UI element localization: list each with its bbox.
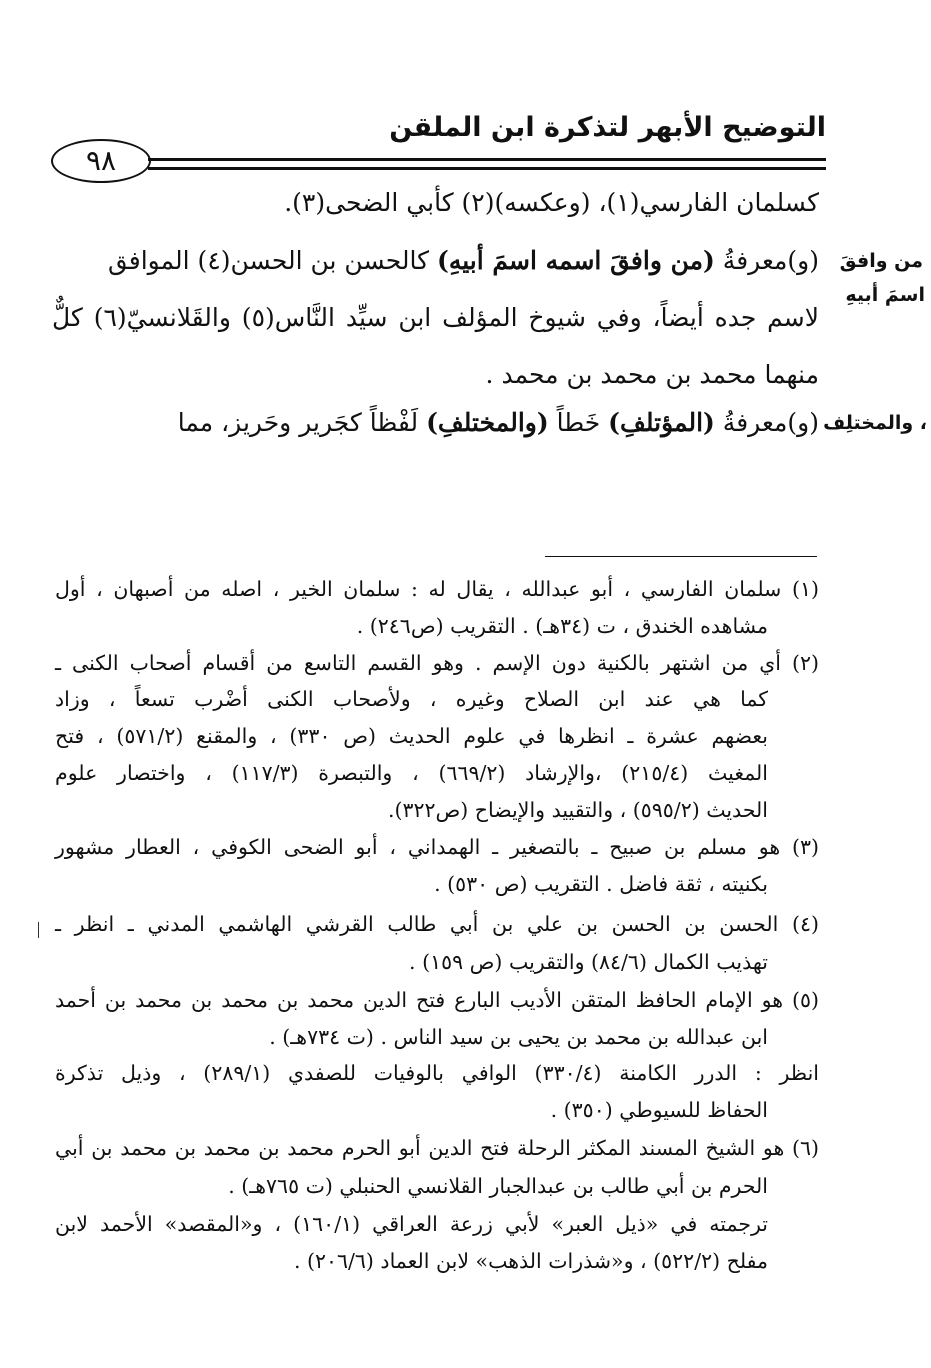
footnote-line: (٤) الحسن بن الحسن بن علي بن أبي طالب القرشي الهاشمي المدني ـ انظر ـ <box>55 912 819 936</box>
footnote-separator <box>545 556 817 557</box>
footnote-line: الحفاظ للسيوطي (٣٥٠) . <box>550 1098 768 1122</box>
body-line-2-bold: (من وافقَ اسمه اسمَ أبيهِ) <box>437 246 715 275</box>
header-rule-top <box>148 158 826 161</box>
footnote-line: مفلح (٥٢٢/٢) ، و«شذرات الذهب» لابن العماد (٢٠٦/٦) . <box>293 1249 768 1273</box>
page-number-badge: ٩٨ <box>51 139 151 183</box>
running-header-title: التوضيح الأبهر لتذكرة ابن الملقن <box>389 112 826 143</box>
footnote-line: المغيث (٢١٥/٤) ،والإرشاد (٦٦٩/٢) ، والتبصرة (١١٧/٣) ، واختصار علوم <box>55 761 769 785</box>
body-line-5-bold-2: (والمختلفِ) <box>426 408 549 437</box>
footnote-line: الحديث (٥٩٥/٢) ، والتقييد والإيضاح (ص٣٢٢). <box>387 798 768 822</box>
footnote-line: الحرم بن أبي طالب بن عبدالجبار القلانسي الحنبلي (ت ٧٦٥هـ) . <box>228 1174 768 1198</box>
body-line-3: لاسم جده أيضاً، وفي شيوخ المؤلف ابن سيِّد النَّاس(٥) والقَلانسيّ(٦) كلٌّ <box>52 303 819 332</box>
body-line-2 <box>108 246 819 275</box>
footnote-line: تهذيب الكمال (٨٤/٦) والتقريب (ص ١٥٩) . <box>409 950 768 974</box>
footnote-line: بعضهم عشرة ـ انظرها في علوم الحديث (ص ٣٣٠) ، والمقنع (٥٧١/٢) ، فتح <box>55 724 768 748</box>
header-rule-bottom <box>148 167 826 170</box>
body-line-5 <box>178 408 819 437</box>
footnote-line: (٥) هو الإمام الحافظ المتقن الأديب البارع فتح الدين محمد بن محمد بن محمد بن أحمد <box>55 988 819 1012</box>
margin-note-2: اسمَ أبيهِ <box>845 284 925 306</box>
body-line-5-bold-1: (المؤتلفِ) <box>608 408 715 437</box>
footnote-line: مشاهده الخندق ، ت (٣٤هـ) . التقريب (ص٢٤٦) . <box>356 614 768 638</box>
body-line-4: منهما محمد بن محمد بن محمد . <box>485 360 819 389</box>
body-line-2-part-a: (و)معرفةُ <box>714 246 819 275</box>
footnote-line: (١) سلمان الفارسي ، أبو عبدالله ، يقال له : سلمان الخير ، اصله من أصبهان ، أول <box>55 577 819 601</box>
body-line-5-part-e: لَفْظاً كجَرير وحَريز، مما <box>177 408 427 437</box>
footnote-line: ترجمته في «ذيل العبر» لأبي زرعة العراقي (١٦٠/١) ، و«المقصد» الأحمد لابن <box>55 1212 769 1236</box>
margin-mark <box>38 922 39 938</box>
footnote-line: (٣) هو مسلم بن صبيح ـ بالتصغير ـ الهمداني ، أبو الضحى الكوفي ، العطار مشهور <box>55 835 819 859</box>
body-line-5-part-c: خَطاً <box>548 408 609 437</box>
body-line-5-part-a: (و)معرفةُ <box>714 408 819 437</box>
footnote-line: انظر : الدرر الكامنة (٣٣٠/٤) الوافي بالوفيات للصفدي (٢٨٩/١) ، وذيل تذكرة <box>55 1061 819 1085</box>
footnote-line: (٦) هو الشيخ المسند المكثر الرحلة فتح الدين أبو الحرم محمد بن محمد بن محمد بن أبي <box>55 1136 819 1160</box>
footnote-line: (٢) أي من اشتهر بالكنية دون الإسم . وهو القسم التاسع من أقسام أصحاب الكنى ـ <box>55 651 819 675</box>
margin-note-3: ، والمختلِف <box>823 412 927 434</box>
body-line-1: كسلمان الفارسي(١)، (وعكسه)(٢) كأبي الضحى(٣). <box>284 188 819 217</box>
footnote-line: بكنيته ، ثقة فاضل . التقريب (ص ٥٣٠) . <box>434 872 768 896</box>
footnote-line: كما هي عند ابن الصلاح وغيره ، ولأصحاب الكنى أضْرب تسعاً ، وزاد <box>55 687 768 711</box>
footnote-line: ابن عبدالله بن محمد بن يحيى بن سيد الناس . (ت ٧٣٤هـ) . <box>269 1025 768 1049</box>
body-line-2-part-c: كالحسن بن الحسن(٤) الموافق <box>107 246 437 275</box>
margin-note-1: من وافقَ <box>839 250 923 272</box>
